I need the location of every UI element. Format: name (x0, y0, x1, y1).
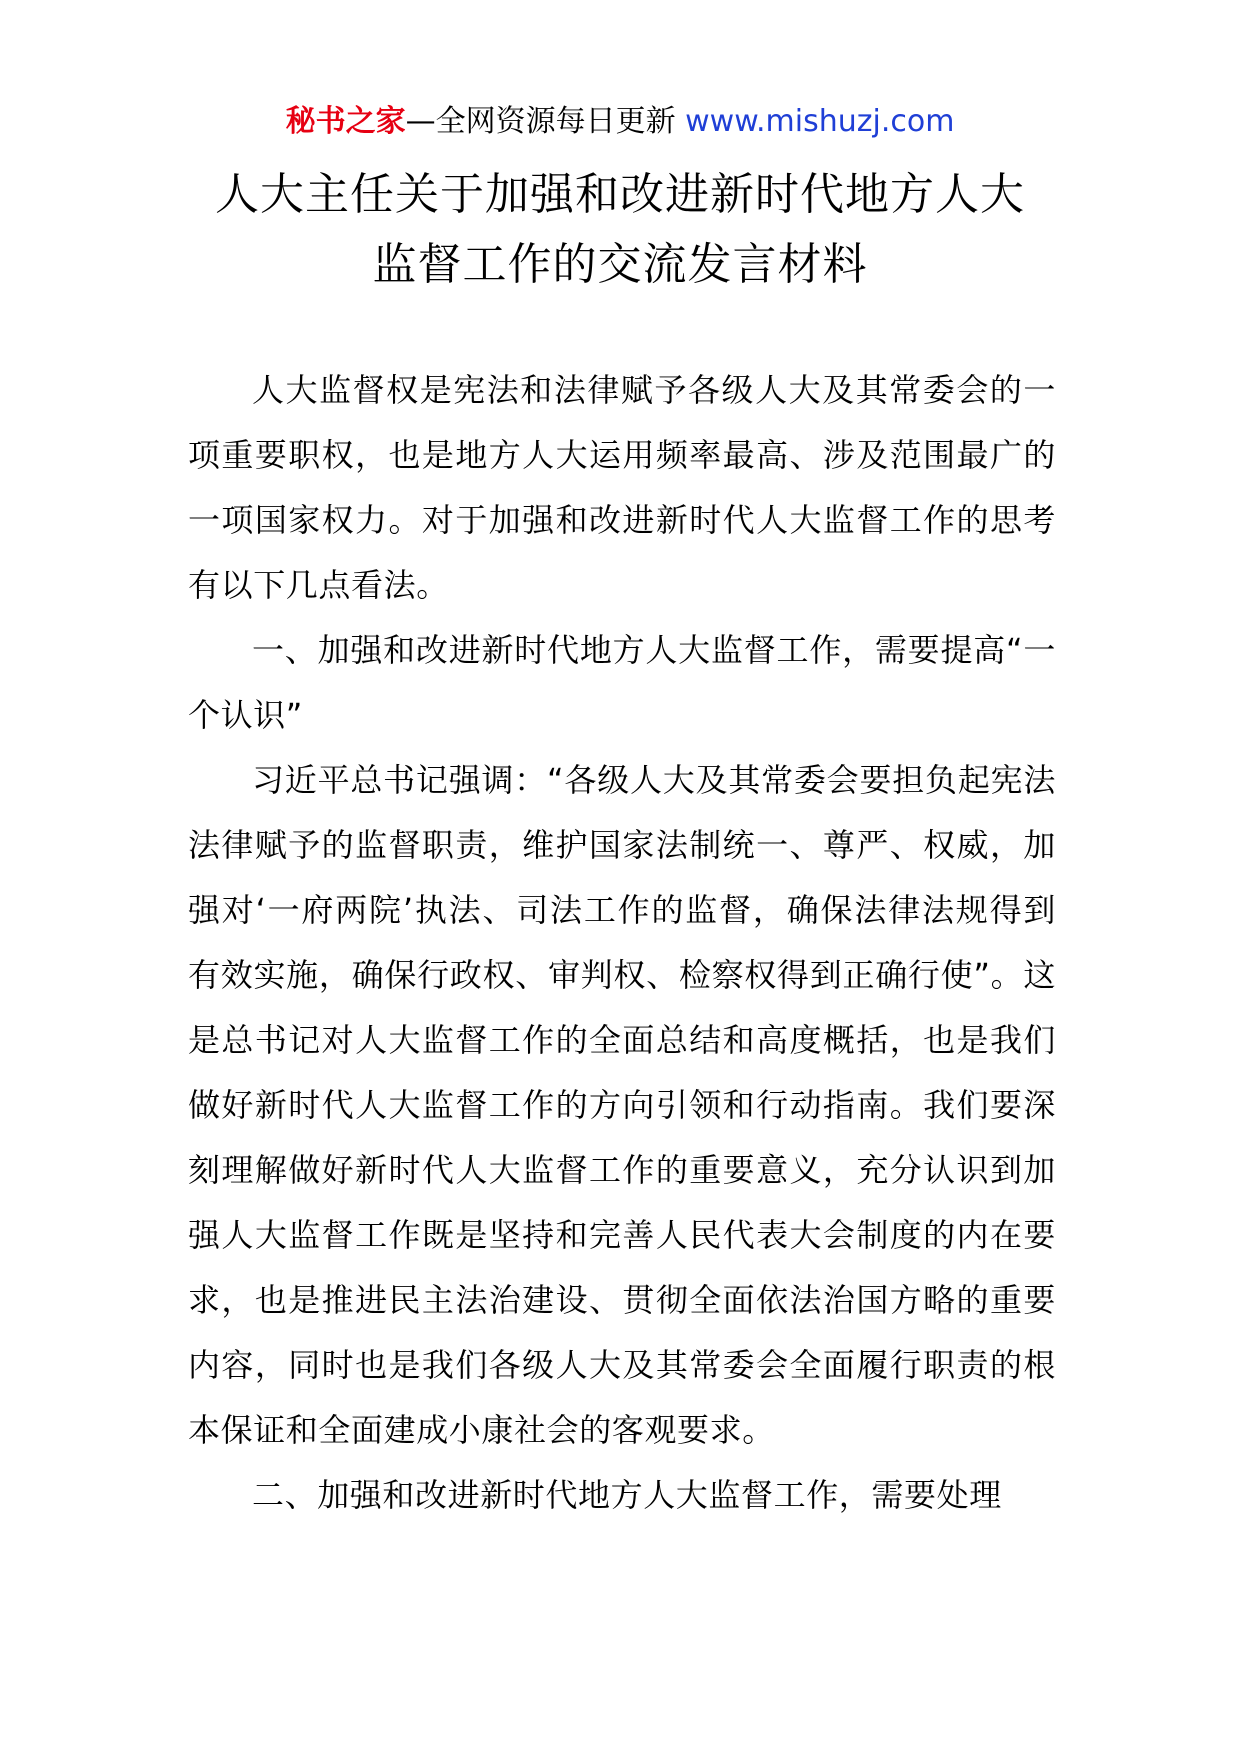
section-1-paragraph: 习近平总书记强调：“各级人大及其常委会要担负起宪法法律赋予的监督职责，维护国家法制统一、尊严、权威，加强对‘一府两院’执法、司法工作的监督，确保法律法规得到有效实施，确保行政权、审判权、检察权得到正确行使”。这是总书记对人大监督工作的全面总结和高度概括，也是我们做好新时代人大监督工作的方向引领和行动指南。我们要深刻理解做好新时代人大监督工作的重要意义，充分认识到加强人大监督工作既是坚持和完善人民代表大会制度的内在要求，也是推进民主法治建设、贯彻全面依法治国方略的重要内容，同时也是我们各级人大及其常委会全面履行职责的根本保证和全面建成小康社会的客观要求。 (188, 761, 1056, 1449)
document-title (150, 160, 1090, 300)
title-line-1: 人大主任关于加强和改进新时代地方人大 (215, 169, 1025, 220)
site-header (0, 100, 1240, 144)
section-heading-1: 一、加强和改进新时代地方人大监督工作，需要提高“一个认识” (188, 631, 1056, 734)
document-body (188, 358, 1056, 1528)
site-url[interactable]: www.mishuzj.com (685, 104, 955, 139)
header-slogan: —全网资源每日更新 (405, 104, 676, 139)
title-line-2: 监督工作的交流发言材料 (372, 239, 868, 290)
intro-paragraph: 人大监督权是宪法和法律赋予各级人大及其常委会的一项重要职权，也是地方人大运用频率最高、涉及范围最广的一项国家权力。对于加强和改进新时代人大监督工作的思考有以下几点看法。 (188, 371, 1056, 604)
brand-name: 秘书之家 (285, 104, 406, 139)
section-heading-2: 二、加强和改进新时代地方人大监督工作，需要处理 (252, 1476, 1002, 1514)
